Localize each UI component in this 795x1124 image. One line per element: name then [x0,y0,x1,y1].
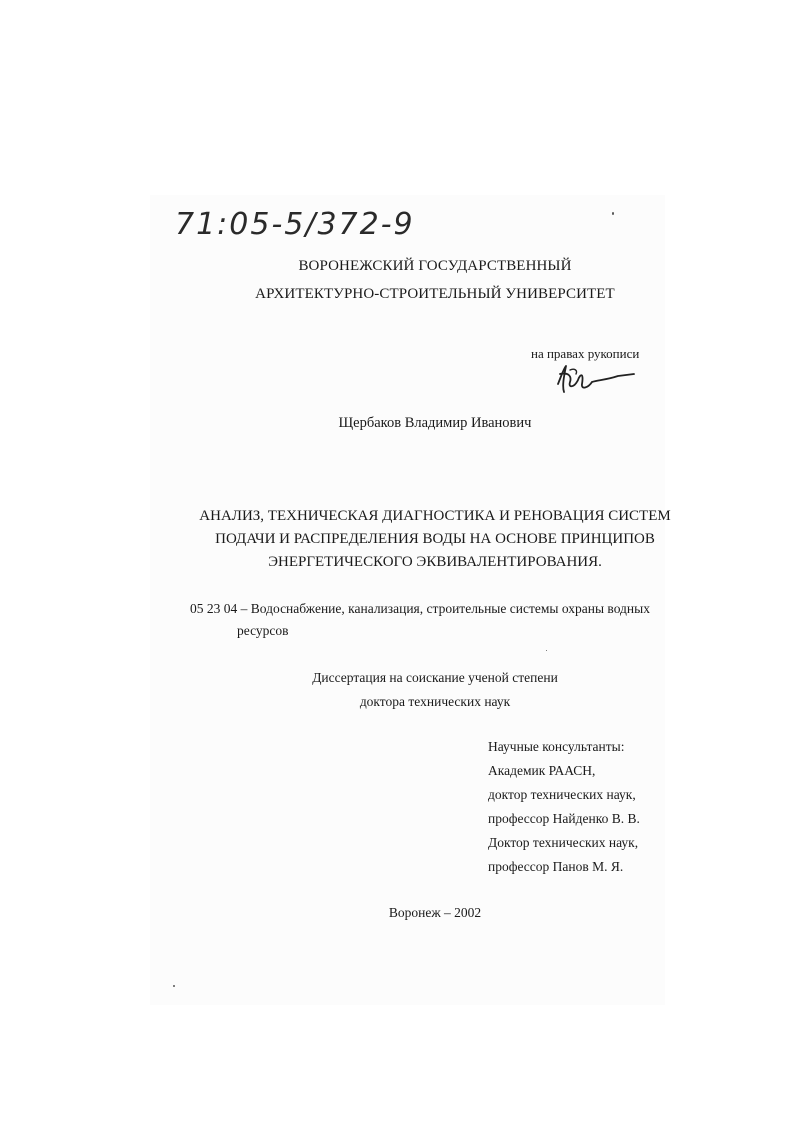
thesis-line-2: доктора технических наук [359,694,511,709]
university-line-2: АРХИТЕКТУРНО-СТРОИТЕЛЬНЫЙ УНИВЕРСИТЕТ [255,286,615,302]
archive-code-handwritten: 71:05-5/372-9 [175,207,415,242]
consultant-line-5: профессор Панов М. Я. [488,859,624,874]
consultant-line-2: доктор технических наук, [488,787,636,802]
thesis-degree [150,666,720,714]
scan-speck [612,212,614,215]
consultant-line-1: Академик РААСН, [488,763,596,778]
consultant-line-3: профессор Найденко В. В. [488,811,640,826]
scan-speck [546,650,547,651]
author-name: Щербаков Владимир Иванович [338,415,532,431]
dissertation-title [150,505,720,574]
scientific-consultants [488,735,640,879]
city-year: Воронеж – 2002 [388,905,482,920]
title-line-3: ЭНЕРГЕТИЧЕСКОГО ЭКВИВАЛЕНТИРОВАНИЯ. [268,554,602,570]
consultant-line-4: Доктор технических наук, [488,835,639,850]
title-line-2: ПОДАЧИ И РАСПРЕДЕЛЕНИЯ ВОДЫ НА ОСНОВЕ ПРИНЦИПОВ [215,531,655,547]
university-line-1: ВОРОНЕЖСКИЙ ГОСУДАРСТВЕННЫЙ [298,258,572,274]
specialty-line-1: 05 23 04 – Водоснабжение, канализация, строительные системы охраны водных [190,601,650,616]
thesis-line-1: Диссертация на соискание ученой степени [312,670,558,685]
specialty-code [190,598,660,642]
manuscript-rights-note: на правах рукописи [531,346,640,361]
consultants-heading: Научные консультанты: [488,739,625,754]
university-name [150,252,720,308]
specialty-line-2: ресурсов [237,623,289,638]
signature-image [548,362,638,396]
scan-speck [173,985,175,987]
title-line-1: АНАЛИЗ, ТЕХНИЧЕСКАЯ ДИАГНОСТИКА И РЕНОВАЦИЯ СИСТЕМ [199,508,671,524]
